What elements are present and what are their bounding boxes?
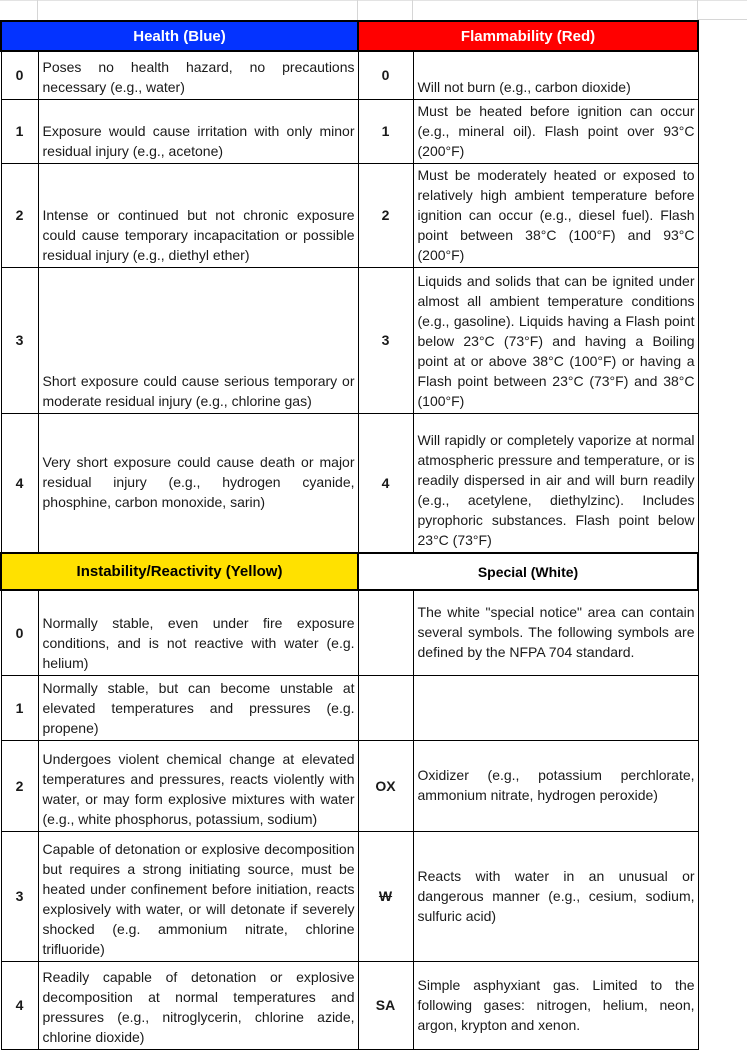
instability-3-label: 3 (15, 888, 24, 904)
flammability-section-header: Flammability (Red) (358, 21, 698, 51)
special-ox-label: OX (358, 740, 413, 831)
health-1-label: 1 (1, 99, 38, 163)
table-row (1, 413, 698, 553)
flammability-0-desc: Will not burn (e.g., carbon dioxide) (413, 51, 698, 99)
flammability-1-label: 1 (358, 99, 413, 163)
spreadsheet-top-strip (0, 0, 747, 20)
gridline (697, 19, 747, 20)
instability-section-header: Instability/Reactivity (Yellow) (1, 553, 358, 590)
header-row-bottom (1, 553, 698, 590)
gridline (412, 0, 413, 20)
instability-0-desc: Normally stable, even under fire exposure conditions, and is not reactive with water (e.g. helium) (38, 590, 358, 675)
special-intro-label (358, 590, 413, 675)
table-row (1, 590, 698, 675)
special-w-desc: Reacts with water in an unusual or dangerous manner (e.g., cesium, sodium, sulfuric acid) (413, 831, 698, 961)
special-section-header: Special (White) (358, 553, 698, 590)
table-row (1, 740, 698, 831)
table-row (1, 831, 698, 961)
instability-1-label: 1 (1, 675, 38, 740)
nfpa-704-table (0, 20, 699, 1050)
flammability-2-label: 2 (358, 163, 413, 267)
flammability-4-label: 4 (358, 413, 413, 553)
w-bar-symbol: W (378, 888, 393, 904)
instability-0-label: 0 (1, 590, 38, 675)
instability-4-desc: Readily capable of detonation or explosive decomposition at normal temperatures and pressures (e.g., nitroglycerin, chlorine azide, chlorine dioxide) (38, 961, 358, 1049)
instability-3-desc: Capable of detonation or explosive decomposition but requires a strong initiating source, must be heated under confinement before initiation, reacts explosively with water, or will detonate if severely shocked (e.g. ammonium nitrate, chlorine trifluoride) (38, 831, 358, 961)
flammability-4-desc: Will rapidly or completely vaporize at normal atmospheric pressure and temperature, or is readily dispersed in air and will burn readily (e.g., acetylene, diethylzinc). Includes pyrophoric substances. Flash point below 23°C (73°F) (413, 413, 698, 553)
header-row-top (1, 21, 698, 51)
table-row (1, 51, 698, 99)
instability-4-label: 4 (1, 961, 38, 1049)
special-sa-label: SA (358, 961, 413, 1049)
table-row (1, 267, 698, 413)
health-2-desc: Intense or continued but not chronic exposure could cause temporary incapacitation or possible residual injury (e.g., diethyl ether) (38, 163, 358, 267)
instability-1-desc: Normally stable, but can become unstable at elevated temperatures and pressures (e.g. propene) (38, 675, 358, 740)
health-section-header: Health (Blue) (1, 21, 358, 51)
health-2-label: 2 (1, 163, 38, 267)
health-0-desc: Poses no health hazard, no precautions necessary (e.g., water) (38, 51, 358, 99)
table-row (1, 163, 698, 267)
special-sa-desc: Simple asphyxiant gas. Limited to the following gases: nitrogen, helium, neon, argon, krypton and xenon. (413, 961, 698, 1049)
special-empty-desc (413, 675, 698, 740)
flammability-1-desc: Must be heated before ignition can occur (e.g., mineral oil). Flash point over 93°C (200°F) (413, 99, 698, 163)
health-4-label: 4 (1, 413, 38, 553)
special-intro-desc: The white "special notice" area can contain several symbols. The following symbols are defined by the NFPA 704 standard. (413, 590, 698, 675)
flammability-0-label: 0 (358, 51, 413, 99)
gridline (0, 0, 747, 1)
special-empty-label (358, 675, 413, 740)
special-w-symbol-cell (1, 831, 38, 961)
table-row (1, 675, 698, 740)
special-w-label (358, 831, 413, 961)
health-4-desc: Very short exposure could cause death or major residual injury (e.g., hydrogen cyanide, phosphine, carbon monoxide, sarin) (38, 413, 358, 553)
health-1-desc: Exposure would cause irritation with only minor residual injury (e.g., acetone) (38, 99, 358, 163)
instability-2-desc: Undergoes violent chemical change at elevated temperatures and pressures, reacts violently with water, or may form explosive mixtures with water (e.g., white phosphorus, potassium, sodium) (38, 740, 358, 831)
gridline (37, 0, 38, 20)
gridline (697, 0, 698, 20)
flammability-3-label: 3 (358, 267, 413, 413)
special-ox-desc: Oxidizer (e.g., potassium perchlorate, ammonium nitrate, hydrogen peroxide) (413, 740, 698, 831)
flammability-3-desc: Liquids and solids that can be ignited under almost all ambient temperature conditions (e.g., gasoline). Liquids having a Flash point below 23°C (73°F) and having a Boiling point at or above 38°C (100°F) or having a Flash point between 23°C (73°F) and 38°C (100°F) (413, 267, 698, 413)
instability-2-label: 2 (1, 740, 38, 831)
flammability-2-desc: Must be moderately heated or exposed to relatively high ambient temperature before ignition can occur (e.g., diesel fuel). Flash point between 38°C (100°F) and 93°C (200°F) (413, 163, 698, 267)
table-row (1, 961, 698, 1049)
health-3-label: 3 (1, 267, 38, 413)
health-0-label: 0 (1, 51, 38, 99)
table-row (1, 99, 698, 163)
health-3-desc: Short exposure could cause serious temporary or moderate residual injury (e.g., chlorine gas) (38, 267, 358, 413)
gridline (357, 0, 358, 20)
